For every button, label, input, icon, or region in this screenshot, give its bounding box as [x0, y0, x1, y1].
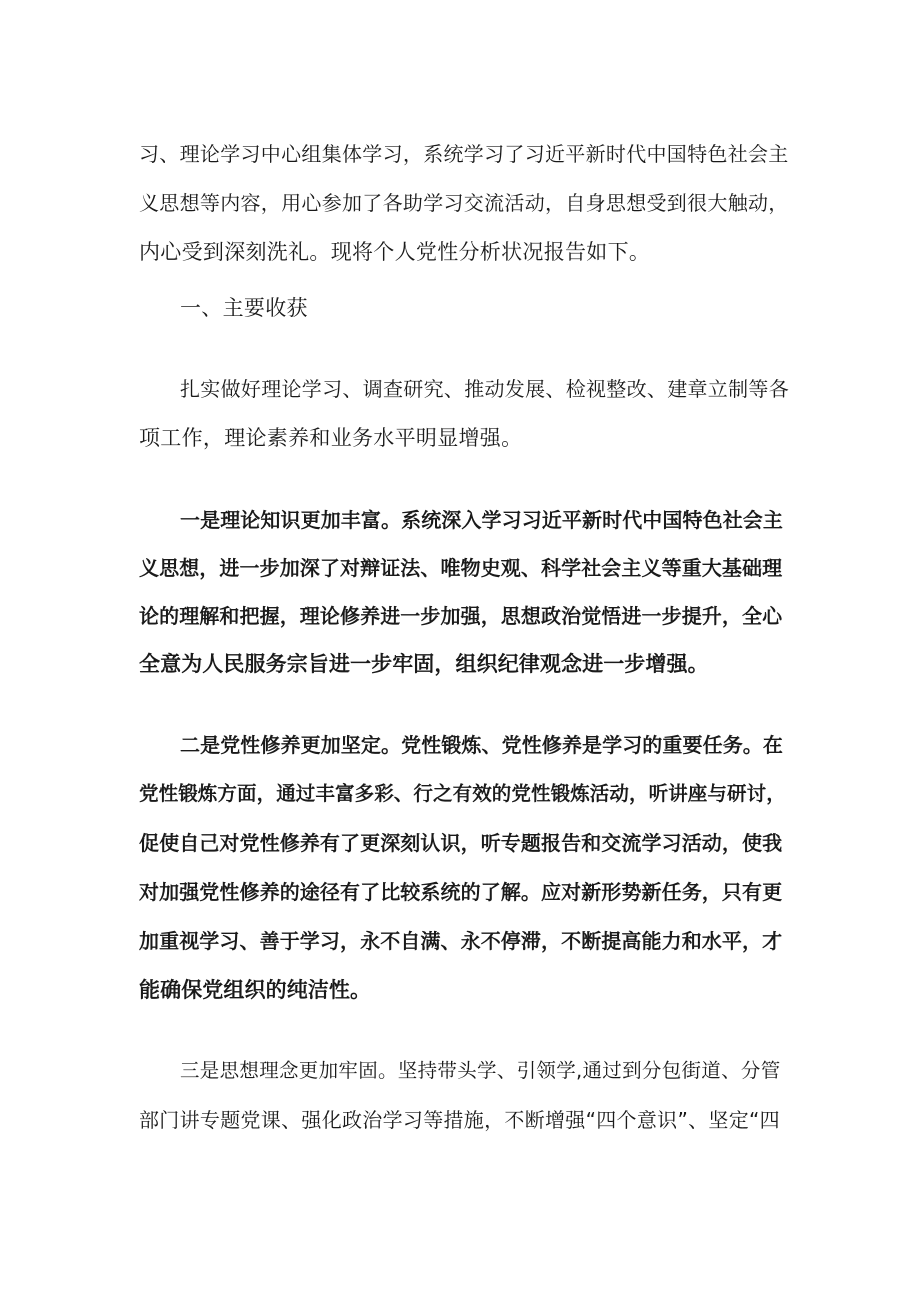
point-3-line-2: 部门讲专题党课、强化政治学习等措施，不断增强“四个意识”、坚定“四 — [139, 1108, 780, 1132]
point-2-line-6: 能确保党组织的纯洁性。 — [139, 978, 372, 1002]
section-heading: 一、主要收获 — [180, 296, 308, 320]
point-2-line-2: 党性锻炼方面，通过丰富多彩、行之有效的党性锻炼活动，听讲座与研讨， — [139, 782, 786, 805]
point-1-line-1: 一是理论知识更加丰富。系统深入学习习近平新时代中国特色社会主 — [180, 508, 783, 532]
point-1-line-2: 义思想，进一步加深了对辩证法、唯物史观、科学社会主义等重大基础理 — [139, 556, 783, 580]
point-2-line-5: 加重视学习、善于学习，永不自满、永不停滞，不断提高能力和水平，才 — [139, 929, 783, 953]
intro-line-3: 内心受到深刻洗礼。现将个人党性分析状况报告如下。 — [139, 240, 651, 264]
point-1-line-3: 论的理解和把握，理论修养进一步加强，思想政治觉悟进一步提升，全心 — [139, 604, 783, 628]
point-1-line-4: 全意为人民服务宗旨进一步牢固，组织纪律观念进一步增强。 — [139, 652, 709, 676]
point-2-line-1: 二是党性修养更加坚定。党性锻炼、党性修养是学习的重要任务。在 — [180, 733, 783, 757]
intro-line-2: 义思想等内容，用心参加了各助学习交流活动，自身思想受到很大触动， — [139, 191, 789, 215]
point-3-line-1: 三是思想理念更加牢固。坚持带头学、引领学,通过到分包街道、分管 — [180, 1059, 781, 1082]
point-2-line-3: 促使自己对党性修养有了更深刻认识，听专题报告和交流学习活动，使我 — [139, 831, 783, 855]
intro-line-1: 习、理论学习中心组集体学习，系统学习了习近平新时代中国特色社会主 — [139, 142, 789, 166]
summary-line-2: 项工作，理论素养和业务水平明显增强。 — [139, 426, 523, 450]
point-2-line-4: 对加强党性修养的途径有了比较系统的了解。应对新形势新任务，只有更 — [139, 880, 783, 904]
summary-line-1: 扎实做好理论学习、调查研究、推动发展、检视整改、建章立制等各 — [180, 377, 789, 401]
